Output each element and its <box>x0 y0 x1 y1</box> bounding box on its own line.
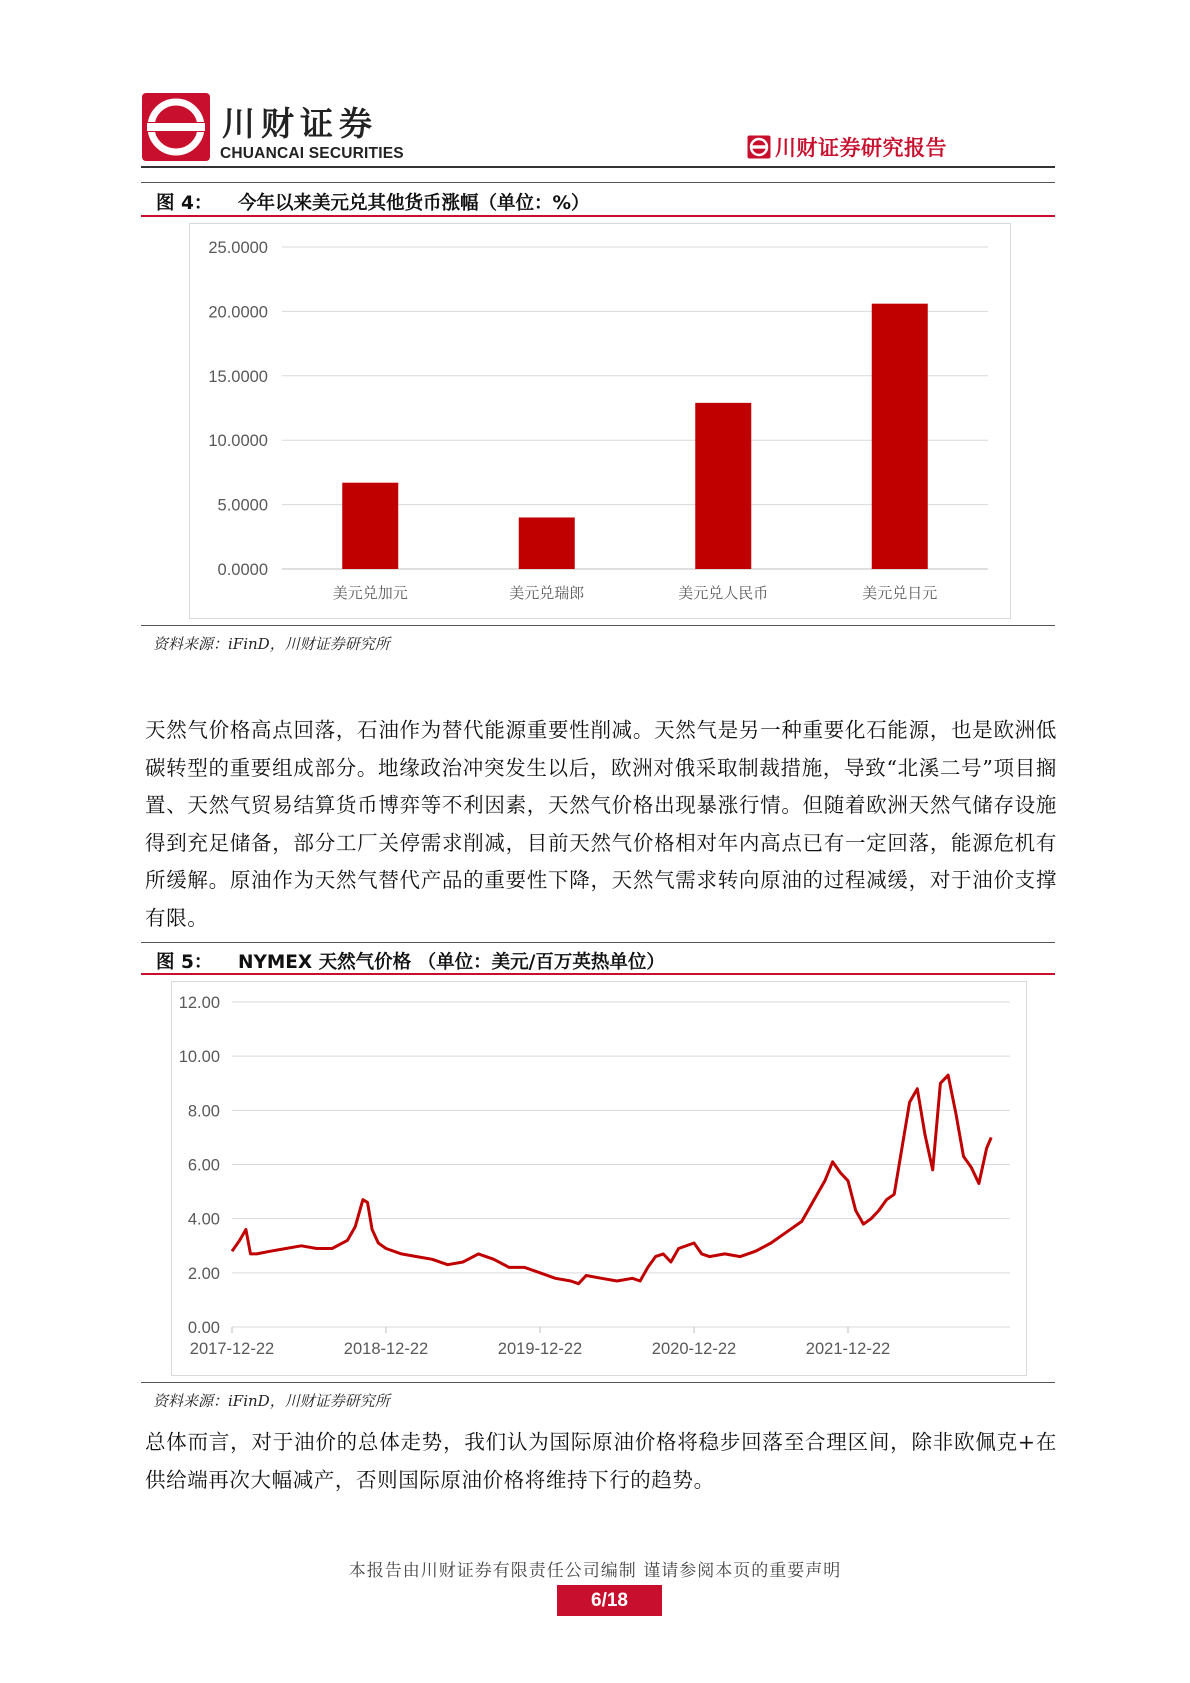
y-tick-label: 20.0000 <box>208 303 268 322</box>
x-tick-label: 美元兑加元 <box>332 584 408 602</box>
x-tick-label: 2017-12-22 <box>189 1340 275 1358</box>
x-tick-label: 美元兑人民币 <box>678 584 769 602</box>
figure4-title-text: 今年以来美元兑其他货币涨幅（单位：%） <box>238 193 590 214</box>
figure5-source-rule <box>141 1382 1055 1383</box>
x-tick-label: 2019-12-22 <box>497 1340 583 1358</box>
y-tick-label: 12.00 <box>178 994 220 1012</box>
x-tick-label: 2018-12-22 <box>343 1340 429 1358</box>
y-tick-label: 4.00 <box>187 1210 220 1229</box>
y-tick-label: 0.0000 <box>217 561 268 579</box>
bar <box>342 483 398 569</box>
x-tick-label: 美元兑瑞郎 <box>509 584 585 602</box>
report-logo-icon <box>747 135 771 159</box>
figure4-top-rule <box>141 182 1055 183</box>
report-title: 川财证券研究报告 <box>775 136 947 160</box>
figure4-source-rule <box>141 625 1055 626</box>
y-tick-label: 10.00 <box>178 1048 220 1067</box>
x-tick-label: 2020-12-22 <box>651 1340 737 1358</box>
y-tick-label: 6.00 <box>187 1156 220 1175</box>
x-tick-label: 美元兑日元 <box>862 584 938 602</box>
footer-disclaimer: 本报告由川财证券有限责任公司编制 谨请参阅本页的重要声明 <box>348 1561 842 1581</box>
y-tick-label: 8.00 <box>187 1102 220 1121</box>
bar <box>695 403 751 569</box>
figure5-line-chart <box>171 981 1027 1376</box>
price-line <box>232 1075 991 1284</box>
figure4-title-rule <box>141 215 1055 217</box>
x-tick-label: 2021-12-22 <box>805 1340 891 1358</box>
y-tick-label: 5.0000 <box>217 496 268 515</box>
body-paragraph-1: 天然气价格高点回落，石油作为替代能源重要性削减。天然气是另一种重要化石能源，也是欧洲低碳转型的重要组成部分。地缘政治冲突发生以后，欧洲对俄采取制裁措施，导致“北溪二号”项目搁置、天然气贸易结算货币博弈等不利因素，天然气价格出现暴涨行情。但随着欧洲天然气储存设施得到充足储备，部分工厂关停需求削减，目前天然气价格相对年内高点已有一定回落，能源危机有所缓解。原油作为天然气替代产品的重要性下降，天然气需求转向原油的过程减缓，对于油价支撑有限。 <box>145 718 1057 930</box>
figure4-source: 资料来源：iFinD，川财证券研究所 <box>153 635 390 653</box>
figure5-number: 图 5： <box>156 952 213 973</box>
logo-icon <box>141 92 211 162</box>
y-tick-label: 0.00 <box>187 1319 220 1337</box>
page-number: 6/18 <box>557 1585 662 1616</box>
figure5-source: 资料来源：iFinD，川财证券研究所 <box>153 1392 390 1410</box>
y-tick-label: 15.0000 <box>208 367 268 386</box>
bar <box>872 304 928 569</box>
bar <box>519 517 575 569</box>
y-tick-label: 10.0000 <box>208 432 268 451</box>
figure4-number: 图 4： <box>156 193 213 214</box>
y-tick-label: 25.0000 <box>208 239 268 257</box>
figure4-title <box>156 189 590 215</box>
y-tick-label: 2.00 <box>187 1264 220 1283</box>
figure4-bar-chart <box>189 223 1011 619</box>
figure5-title-text: NYMEX 天然气价格 （单位：美元/百万英热单位） <box>238 952 665 973</box>
logo-chinese-name: 川财证券 <box>222 104 378 143</box>
logo-english-name: CHUANCAI SECURITIES <box>220 145 404 162</box>
figure5-title-rule <box>141 973 1055 975</box>
figure5-title <box>156 948 665 974</box>
figure5-top-rule <box>141 942 1055 943</box>
body-paragraph-2: 总体而言，对于油价的总体走势，我们认为国际原油价格将稳步回落至合理区间，除非欧佩克+在供给端再次大幅减产，否则国际原油价格将维持下行的趋势。 <box>145 1430 1057 1492</box>
header-divider <box>141 166 1055 168</box>
